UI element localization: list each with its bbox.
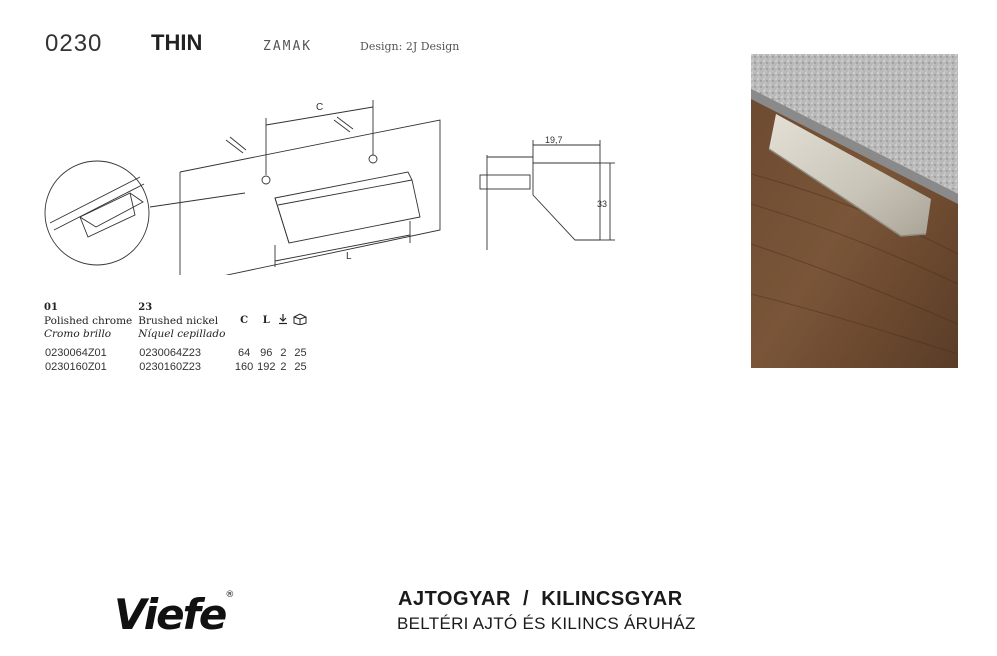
column-l-header: L [262, 315, 270, 326]
table-row [44, 346, 310, 360]
finish-23-alt-name: Níquel cepillado [138, 328, 226, 340]
box-icon [290, 313, 310, 328]
value-box: 25 [294, 347, 307, 359]
viefe-logo: Viefe® [114, 590, 235, 639]
shop-name: AJTOGYAR / KILINCSGYAR [398, 588, 683, 610]
finish-01-number: 01 [44, 302, 58, 313]
value-pack: 2 [280, 361, 287, 373]
product-photo [751, 54, 958, 368]
finish-01-alt-name: Cromo brillo [44, 328, 112, 340]
product-designer: Design: 2J Design [360, 40, 460, 53]
ref-23: 0230160Z23 [139, 361, 202, 373]
shop-tagline: BELTÉRI AJTÓ ÉS KILINCS ÁRUHÁZ [397, 614, 696, 633]
value-c: 64 [237, 347, 251, 359]
value-pack: 2 [280, 347, 287, 359]
value-l: 96 [260, 347, 273, 359]
ref-01: 0230064Z01 [45, 347, 107, 359]
finish-01-name: Polished chrome [44, 314, 133, 327]
spec-table [44, 301, 310, 374]
dim-c-label: C [316, 102, 324, 113]
product-code: 0230 [45, 30, 103, 57]
down-arrow-tray-icon [276, 313, 290, 328]
value-c: 160 [234, 361, 254, 373]
dim-depth-label: 19,7 [545, 135, 563, 145]
value-l: 192 [257, 361, 276, 373]
finish-23-number: 23 [138, 302, 153, 313]
ref-01: 0230160Z01 [45, 361, 107, 373]
table-header-row [44, 301, 310, 313]
detail-magnifier [45, 161, 149, 265]
dim-l-label: L [346, 251, 352, 262]
technical-drawing [40, 95, 620, 275]
product-name: THIN [151, 30, 203, 55]
value-box: 25 [294, 361, 307, 373]
table-row [44, 360, 310, 374]
product-material: ZAMAK [263, 39, 313, 54]
finish-23-name: Brushed nickel [138, 314, 219, 327]
dim-height-label: 33 [597, 199, 608, 209]
column-c-header: C [240, 315, 249, 326]
ref-23: 0230064Z23 [139, 347, 202, 359]
